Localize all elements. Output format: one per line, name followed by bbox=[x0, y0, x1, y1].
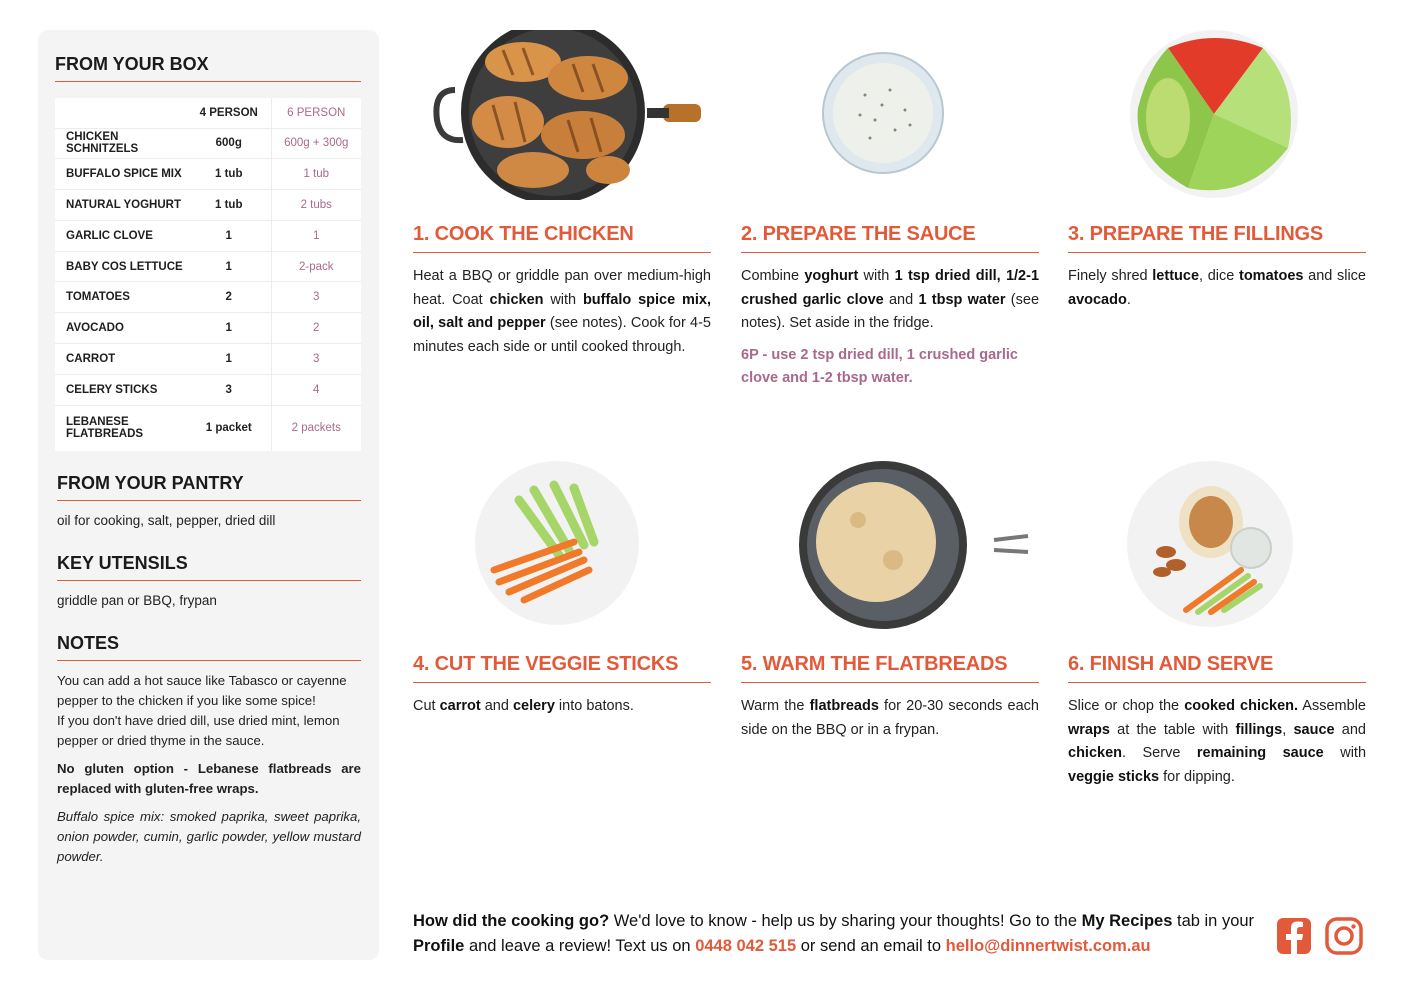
ingredients-table bbox=[55, 98, 361, 451]
ingredient-name: CELERY STICKS bbox=[55, 374, 187, 405]
utensils-section bbox=[55, 553, 361, 611]
qty-4-person: 3 bbox=[187, 374, 271, 405]
ingredient-name: LEBANESE FLATBREADS bbox=[55, 405, 187, 451]
ingredients-rows bbox=[55, 128, 361, 451]
yoghurt-sauce-image bbox=[820, 50, 946, 176]
step-4 bbox=[413, 653, 711, 719]
step-1-title: 1. COOK THE CHICKEN bbox=[413, 223, 711, 253]
step-2-6p-note: 6P - use 2 tsp dried dill, 1 crushed garlic clove and 1-2 tbsp water. bbox=[741, 346, 1018, 386]
profile-label: Profile bbox=[413, 937, 465, 955]
my-recipes-label: My Recipes bbox=[1081, 912, 1173, 930]
step-6-title: 6. FINISH AND SERVE bbox=[1068, 653, 1366, 683]
ingredient-row bbox=[55, 251, 361, 282]
step-3 bbox=[1068, 223, 1366, 312]
utensils-text: griddle pan or BBQ, frypan bbox=[57, 593, 217, 609]
step-3-title: 3. PREPARE THE FILLINGS bbox=[1068, 223, 1366, 253]
wrap-plate-image bbox=[1126, 460, 1294, 628]
ingredient-row bbox=[55, 190, 361, 221]
qty-4-person: 1 packet bbox=[187, 405, 271, 451]
ingredient-row bbox=[55, 220, 361, 251]
ingredient-name: GARLIC CLOVE bbox=[55, 220, 187, 251]
ingredient-row bbox=[55, 128, 361, 159]
griddle-chicken-image bbox=[433, 30, 703, 200]
note-gluten: No gluten option - Lebanese flatbreads are replaced with gluten-free wraps. bbox=[57, 761, 361, 797]
ingredient-name: CHICKEN SCHNITZELS bbox=[55, 128, 187, 159]
utensils-heading: KEY UTENSILS bbox=[57, 553, 361, 581]
step-1-body: Heat a BBQ or griddle pan over medium-high heat. Coat chicken with buffalo spice mix, oil, salt and pepper (see notes). Cook for 4-5 minutes each side or until cooked through. bbox=[413, 268, 711, 355]
qty-4-person: 1 bbox=[187, 220, 271, 251]
step-6-body: Slice or chop the cooked chicken. Assemble wraps at the table with fillings, sauce and chicken. Serve remaining sauce with veggie sticks for dipping. bbox=[1068, 698, 1367, 785]
feedback-footer: How did the cooking go? We'd love to know - help us by sharing your thoughts! Go to the My Recipes tab in your Profile and leave a review! Text us on 0448 042 515 or send an email to hello@dinnertwist.com.au bbox=[413, 912, 1255, 955]
pantry-section bbox=[55, 473, 361, 531]
qty-6-person: 3 bbox=[271, 344, 361, 375]
ingredient-name: TOMATOES bbox=[55, 282, 187, 313]
step-5-title: 5. WARM THE FLATBREADS bbox=[741, 653, 1039, 683]
step-2-body: Combine yoghurt with 1 tsp dried dill, 1/2-1 crushed garlic clove and 1 tbsp water (see notes). Set aside in the fridge. bbox=[741, 268, 1040, 331]
note-dill: If you don't have dried dill, use dried mint, lemon pepper or dried thyme in the sauce. bbox=[57, 713, 340, 749]
qty-4-person: 1 bbox=[187, 344, 271, 375]
qty-6-person: 2 packets bbox=[271, 405, 361, 451]
step-2 bbox=[741, 223, 1039, 391]
salad-plate-image bbox=[1128, 28, 1300, 200]
step-5 bbox=[741, 653, 1039, 742]
qty-4-person: 1 bbox=[187, 251, 271, 282]
step-3-body: Finely shred lettuce, dice tomatoes and slice avocado. bbox=[1068, 268, 1366, 308]
step-6 bbox=[1068, 653, 1366, 789]
ingredient-row bbox=[55, 159, 361, 190]
ingredient-name: BABY COS LETTUCE bbox=[55, 251, 187, 282]
ingredient-row bbox=[55, 405, 361, 451]
step-1 bbox=[413, 223, 711, 359]
facebook-icon[interactable] bbox=[1276, 917, 1312, 955]
ingredient-row bbox=[55, 313, 361, 344]
note-hot-sauce: You can add a hot sauce like Tabasco or cayenne pepper to the chicken if you like some spice! bbox=[57, 673, 347, 709]
qty-6-person: 600g + 300g bbox=[271, 128, 361, 159]
note-spice-mix: Buffalo spice mix: smoked paprika, sweet paprika, onion powder, cumin, garlic powder, yellow mustard powder. bbox=[57, 809, 361, 865]
instagram-icon[interactable] bbox=[1325, 917, 1363, 955]
qty-6-person: 2 tubs bbox=[271, 190, 361, 221]
step-4-title: 4. CUT THE VEGGIE STICKS bbox=[413, 653, 711, 683]
ingredient-row bbox=[55, 344, 361, 375]
phone-link[interactable]: 0448 042 515 bbox=[695, 937, 797, 955]
email-link[interactable]: hello@dinnertwist.com.au bbox=[945, 937, 1151, 955]
qty-6-person: 2-pack bbox=[271, 251, 361, 282]
ingredient-row bbox=[55, 282, 361, 313]
qty-6-person: 4 bbox=[271, 374, 361, 405]
ingredient-name: NATURAL YOGHURT bbox=[55, 190, 187, 221]
qty-4-person: 1 tub bbox=[187, 190, 271, 221]
pantry-text: oil for cooking, salt, pepper, dried dill bbox=[57, 513, 276, 529]
qty-6-person: 3 bbox=[271, 282, 361, 313]
col-4-person: 4 PERSON bbox=[187, 98, 271, 128]
qty-6-person: 1 tub bbox=[271, 159, 361, 190]
pantry-heading: FROM YOUR PANTRY bbox=[57, 473, 361, 501]
veggie-sticks-image bbox=[474, 460, 640, 626]
feedback-question: How did the cooking go? bbox=[413, 912, 610, 930]
qty-4-person: 600g bbox=[187, 128, 271, 159]
qty-6-person: 1 bbox=[271, 220, 361, 251]
ingredient-name: CARROT bbox=[55, 344, 187, 375]
notes-section bbox=[55, 633, 361, 867]
qty-4-person: 1 bbox=[187, 313, 271, 344]
from-your-box-heading: FROM YOUR BOX bbox=[55, 54, 361, 82]
ingredient-name: AVOCADO bbox=[55, 313, 187, 344]
flatbread-pan-image bbox=[798, 460, 1030, 630]
notes-heading: NOTES bbox=[57, 633, 361, 661]
qty-4-person: 1 tub bbox=[187, 159, 271, 190]
step-4-body: Cut carrot and celery into batons. bbox=[413, 698, 634, 714]
ingredient-row bbox=[55, 374, 361, 405]
qty-6-person: 2 bbox=[271, 313, 361, 344]
qty-4-person: 2 bbox=[187, 282, 271, 313]
step-2-title: 2. PREPARE THE SAUCE bbox=[741, 223, 1039, 253]
sidebar bbox=[38, 30, 379, 960]
col-6-person: 6 PERSON bbox=[287, 106, 346, 119]
ingredient-name: BUFFALO SPICE MIX bbox=[55, 159, 187, 190]
step-5-body: Warm the flatbreads for 20-30 seconds each side on the BBQ or in a frypan. bbox=[741, 698, 1039, 738]
